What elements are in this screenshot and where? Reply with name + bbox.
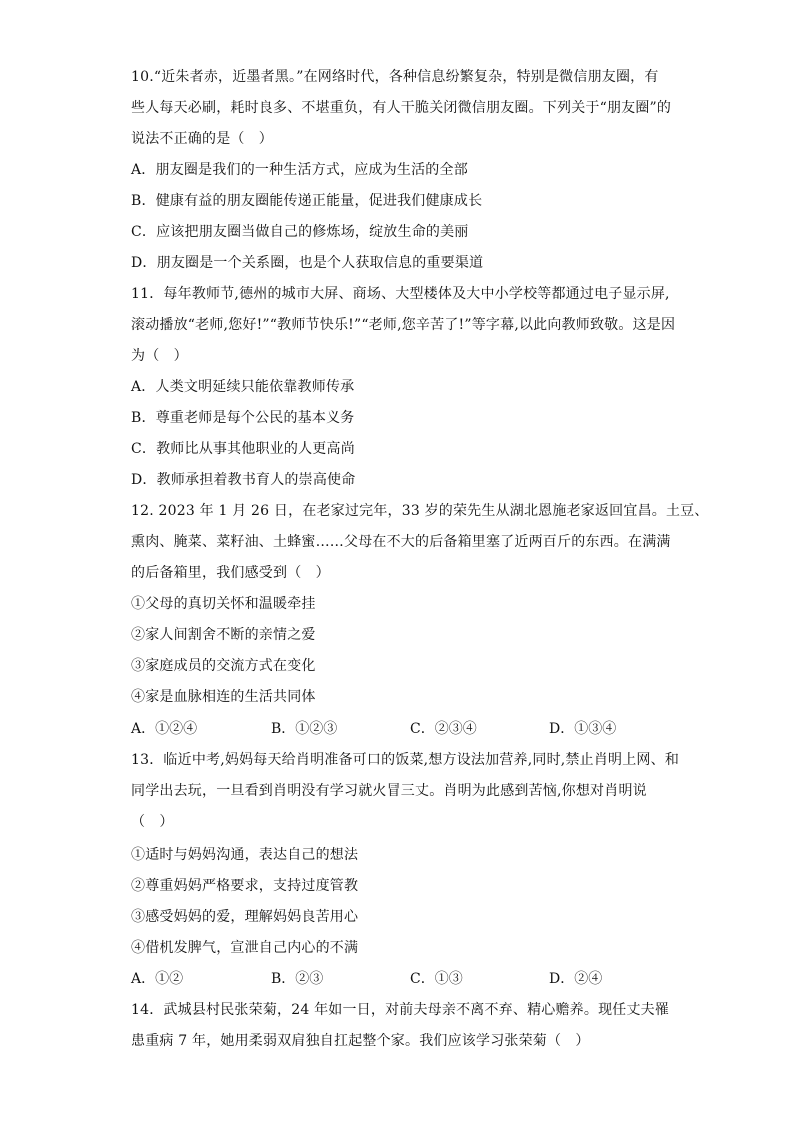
question-11-text-line-3: 为（ ）: [131, 348, 188, 364]
question-11-option-b: B．尊重老师是每个公民的基本义务: [131, 410, 355, 426]
question-10-text-line-2: 些人每天必刷，耗时良多、不堪重负，有人干脆关闭微信朋友圈。下列关于“朋友圈”的: [131, 100, 672, 116]
question-13-item-4: ④借机发脾气，宣泄自己内心的不满: [131, 940, 359, 956]
question-10-option-a: A．朋友圈是我们的一种生活方式，应成为生活的全部: [131, 162, 468, 178]
question-14-text-line-1: 14．武城县村民张荣菊，24 年如一日，对前夫母亲不离不弃、精心赡养。现任丈夫罹: [131, 1002, 670, 1018]
question-11-option-d: D．教师承担着教书育人的崇高使命: [131, 472, 356, 488]
question-12-item-1: ①父母的真切关怀和温暖牵挂: [131, 596, 316, 612]
question-13-text-line-3: （ ）: [131, 814, 174, 830]
question-12-choice-b: B．①②③: [271, 721, 338, 737]
question-12-item-3: ③家庭成员的交流方式在变化: [131, 658, 316, 674]
question-10-option-c: C．应该把朋友圈当做自己的修炼场，绽放生命的美丽: [131, 224, 469, 240]
question-12-text-line-3: 的后备箱里，我们感受到（ ）: [131, 565, 330, 581]
question-13-item-3: ③感受妈妈的爱，理解妈妈良苦用心: [131, 909, 359, 925]
question-13-choice-c: C．①③: [410, 971, 463, 987]
question-13-choice-d: D．②④: [549, 971, 603, 987]
question-12-item-2: ②家人间割舍不断的亲情之爱: [131, 627, 316, 643]
question-12-text-line-1: 12. 2023 年 1 月 26 日，在老家过完年，33 岁的荣先生从湖北恩施老家返回宜昌。土豆、: [131, 503, 709, 519]
question-10-text-line-1: 10.“近朱者赤，近墨者黑。”在网络时代，各种信息纷繁复杂，特别是微信朋友圈，有: [131, 69, 659, 85]
question-11-text-line-1: 11．每年教师节,德州的城市大屏、商场、大型楼体及大中小学校等都通过电子显示屏,: [131, 286, 670, 302]
question-13-choice-a: A．①②: [131, 971, 184, 987]
question-13-item-2: ②尊重妈妈严格要求，支持过度管教: [131, 878, 359, 894]
question-12-text-line-2: 熏肉、腌菜、菜籽油、土蜂蜜……父母在不大的后备箱里塞了近两百斤的东西。在满满: [131, 534, 671, 550]
question-11-text-line-2: 滚动播放“老师,您好!”“教师节快乐!”“老师,您辛苦了!”等字幕,以此向教师致敬。这是因: [131, 317, 676, 333]
question-10-option-b: B．健康有益的朋友圈能传递正能量，促进我们健康成长: [131, 193, 483, 209]
question-13-text-line-1: 13．临近中考,妈妈每天给肖明准备可口的饭菜,想方设法加营养,同时,禁止肖明上网、和: [131, 752, 680, 768]
question-11-option-c: C．教师比从事其他职业的人更高尚: [131, 441, 355, 457]
question-10-text-line-3: 说法不正确的是（ ）: [131, 131, 273, 147]
question-14-text-line-2: 患重病 7 年，她用柔弱双肩独自扛起整个家。我们应该学习张荣菊（ ）: [131, 1033, 590, 1049]
question-12-choice-a: A．①②④: [131, 721, 198, 737]
question-12-item-4: ④家是血脉相连的生活共同体: [131, 689, 316, 705]
question-13-choice-b: B．②③: [271, 971, 324, 987]
question-11-option-a: A．人类文明延续只能依靠教师传承: [131, 379, 355, 395]
question-12-choice-d: D．①③④: [549, 721, 617, 737]
question-13-item-1: ①适时与妈妈沟通，表达自己的想法: [131, 847, 359, 863]
question-12-choice-c: C．②③④: [410, 721, 477, 737]
question-13-text-line-2: 同学出去玩，一旦看到肖明没有学习就火冒三丈。肖明为此感到苦恼,你想对肖明说: [131, 783, 647, 799]
question-10-option-d: D．朋友圈是一个关系圈，也是个人获取信息的重要渠道: [131, 255, 484, 271]
